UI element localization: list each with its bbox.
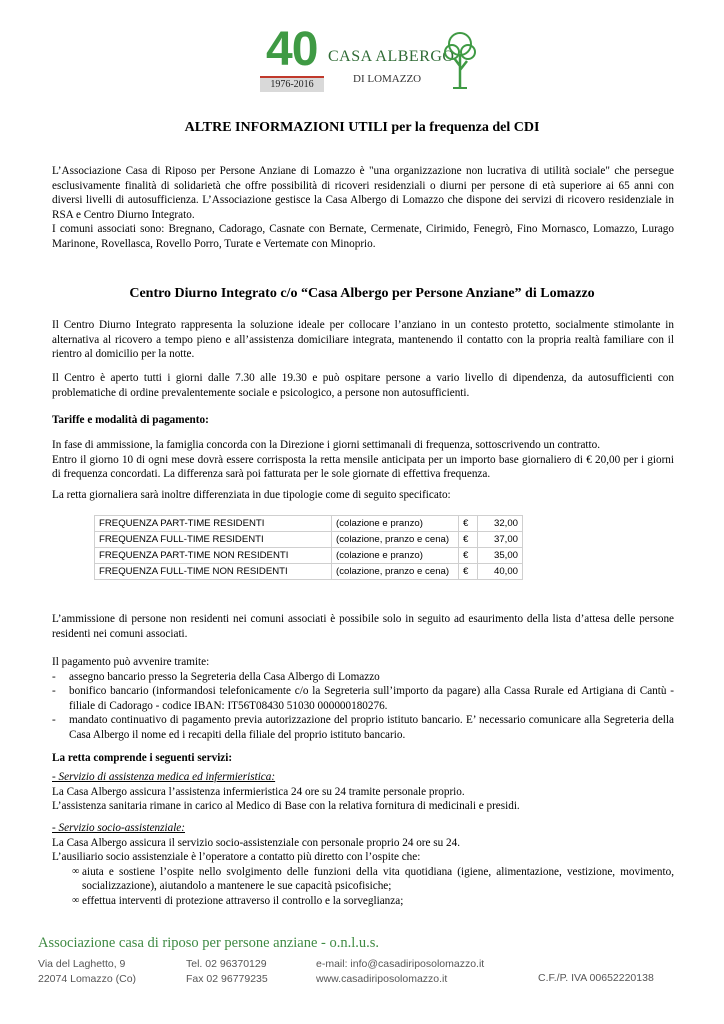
footer-organization: Associazione casa di riposo per persone anziane - o.n.l.u.s. [38,935,380,951]
cdi-paragraph-2: Il Centro è aperto tutti i giorni dalle 7.30 alle 19.30 e può ospitare persone a vario livello di dipendenza, da autosufficienti con problematiche di ordine prevalentemente sociale e psicologico, a persone non autosufficienti. [52,372,674,399]
price-currency: € [459,564,478,580]
price-value: 32,00 [478,516,523,532]
price-meals: (colazione e pranzo) [332,516,459,532]
footer-address-2: 22074 Lomazzo (Co) [38,972,137,985]
servizio-socio-line-2: L’ausiliario socio assistenziale è l’operatore a contatto più diretto con l’ospite che: [52,851,421,864]
price-type: FREQUENZA PART-TIME RESIDENTI [95,516,332,532]
servizio-socio [52,821,674,909]
price-value: 37,00 [478,532,523,548]
list-item: ∞ aiuta e sostiene l’ospite nello svolgimento delle funzioni della vita quotidiana (igiene, alimentazione, vestizione, movimento, socializzazione), aiutandolo a mantenere le sue capacità psicofisiche; [52,865,674,894]
price-type: FREQUENZA PART-TIME NON RESIDENTI [95,548,332,564]
tariffe-text-3: La retta giornaliera sarà inoltre differenziata in due tipologie come di seguito specificato: [52,489,451,501]
footer-vat: C.F./P. IVA 00652220138 [538,972,654,984]
logo-name-line2: DI LOMAZZO [353,73,422,85]
logo-name-line1: CASA ALBERGO [328,48,455,65]
price-currency: € [459,548,478,564]
table-row [95,516,523,532]
servizio-socio-line-1: La Casa Albergo assicura il servizio socio-assistenziale con personale proprio 24 ore su 24. [52,836,461,849]
footer-address [38,957,136,986]
servizio-medico [52,770,674,814]
servizio-medico-line-1: La Casa Albergo assicura l’assistenza infermieristica 24 ore su 24 tramite personale proprio. [52,785,465,798]
price-value: 40,00 [478,564,523,580]
price-type: FREQUENZA FULL-TIME RESIDENTI [95,532,332,548]
table-row [95,564,523,580]
footer-address-1: Via del Laghetto, 9 [38,958,126,970]
tree-icon [443,30,477,92]
cdi-paragraph-1: Il Centro Diurno Integrato rappresenta la soluzione ideale per collocare l’anziano in un contesto protetto, socialmente stimolante in alternativa al ricovero a tempo pieno e all’assistenza domiciliare integrata, mantenendo il contatto con la propria realtà familiare con il rientro al domicilio per la notte. [52,319,674,361]
tariffe-text-1: In fase di ammissione, la famiglia concorda con la Direzione i giorni settimanali di frequenza, sottoscrivendo un contratto. [52,439,601,451]
tariffe-paragraph [52,438,674,482]
servizio-socio-title: - Servizio socio-assistenziale: [52,822,185,834]
list-item: - mandato continuativo di pagamento previa autorizzazione del proprio istituto bancario. E’ necessario comunicare alla Segreteria della Casa Albergo il nome ed i recapiti della filiale del proprio istituto bancario. [52,713,674,742]
intro-text-1: L’Associazione Casa di Riposo per Persone Anziane di Lomazzo è "una organizzazione non lucrativa di utilità sociale" che persegue esclusivamente finalità di solidarietà che offre possibilità di ricoveri residenziali o diurni per persone di età superiore ai 65 anni con diversi livelli di autosufficienza. L’Associazione gestisce la Casa Albergo di Lomazzo che dispone dei servizi di ricovero residenziale in RSA e Centro Diurno Integrato. [52,165,674,221]
price-meals: (colazione, pranzo e cena) [332,564,459,580]
price-currency: € [459,532,478,548]
price-currency: € [459,516,478,532]
footer-fax: Fax 02 96779235 [186,972,268,985]
payment-intro: Il pagamento può avvenire tramite: [52,656,210,668]
tariffe-title: Tariffe e modalità di pagamento: [52,414,209,426]
intro-text-2: I comuni associati sono: Bregnano, Cadorago, Casnate con Bernate, Cermenate, Cirimido, Fenegrò, Fino Mornasco, Lomazzo, Lurago Marinone, Rovellasca, Rovello Porro, Turate e Vertemate con Minoprio. [52,223,674,250]
logo [258,24,483,96]
footer-website: www.casadiriposolomazzo.it [316,972,448,985]
logo-years: 1976-2016 [260,76,324,92]
servizio-medico-line-2: L’assistenza sanitaria rimane in carico al Medico di Base con la relativa fornitura di medicinali e presidi. [52,800,520,813]
price-table [94,515,523,580]
ammissione-paragraph: L’ammissione di persone non residenti nei comuni associati è possibile solo in seguito ad esaurimento della lista d’attesa delle persone residenti nei comuni associati. [52,613,674,640]
list-item: ∞ effettua interventi di protezione attraverso il controllo e la sorveglianza; [52,894,674,909]
payment-methods-list [52,670,674,743]
price-type: FREQUENZA FULL-TIME NON RESIDENTI [95,564,332,580]
table-row [95,532,523,548]
price-meals: (colazione e pranzo) [332,548,459,564]
footer-phones [186,957,268,986]
table-row [95,548,523,564]
servizi-title: La retta comprende i seguenti servizi: [52,752,233,764]
price-value: 35,00 [478,548,523,564]
section-title-cdi: Centro Diurno Integrato c/o “Casa Albergo per Persone Anziane” di Lomazzo [129,286,595,301]
price-meals: (colazione, pranzo e cena) [332,532,459,548]
servizio-medico-title: - Servizio di assistenza medica ed infermieristica: [52,771,276,783]
list-item: - assegno bancario presso la Segreteria della Casa Albergo di Lomazzo [52,670,674,685]
intro-paragraph [52,164,674,252]
page-title: ALTRE INFORMAZIONI UTILI per la frequenza del CDI [184,120,540,135]
list-item: - bonifico bancario (informandosi telefonicamente c/o la Segreteria sull’importo da pagare) alla Cassa Rurale ed Artigiana di Cantù - filiale di Cadorago - codice IBAN: IT56T08430 51030 000000180276. [52,684,674,713]
logo-number: 40 [266,23,318,76]
payment-section [52,655,674,743]
footer-email: e-mail: info@casadiriposolomazzo.it [316,958,485,970]
footer-tel: Tel. 02 96370129 [186,958,267,970]
tariffe-text-2: Entro il giorno 10 di ogni mese dovrà essere corrisposta la retta mensile anticipata per un importo base giornaliero di € 20,00 per i giorni di frequenza concordati. La differenza sarà poi fatturata per le sole giornate di effettiva frequenza. [52,453,674,481]
servizio-socio-list [52,865,674,909]
footer-web [316,957,484,986]
